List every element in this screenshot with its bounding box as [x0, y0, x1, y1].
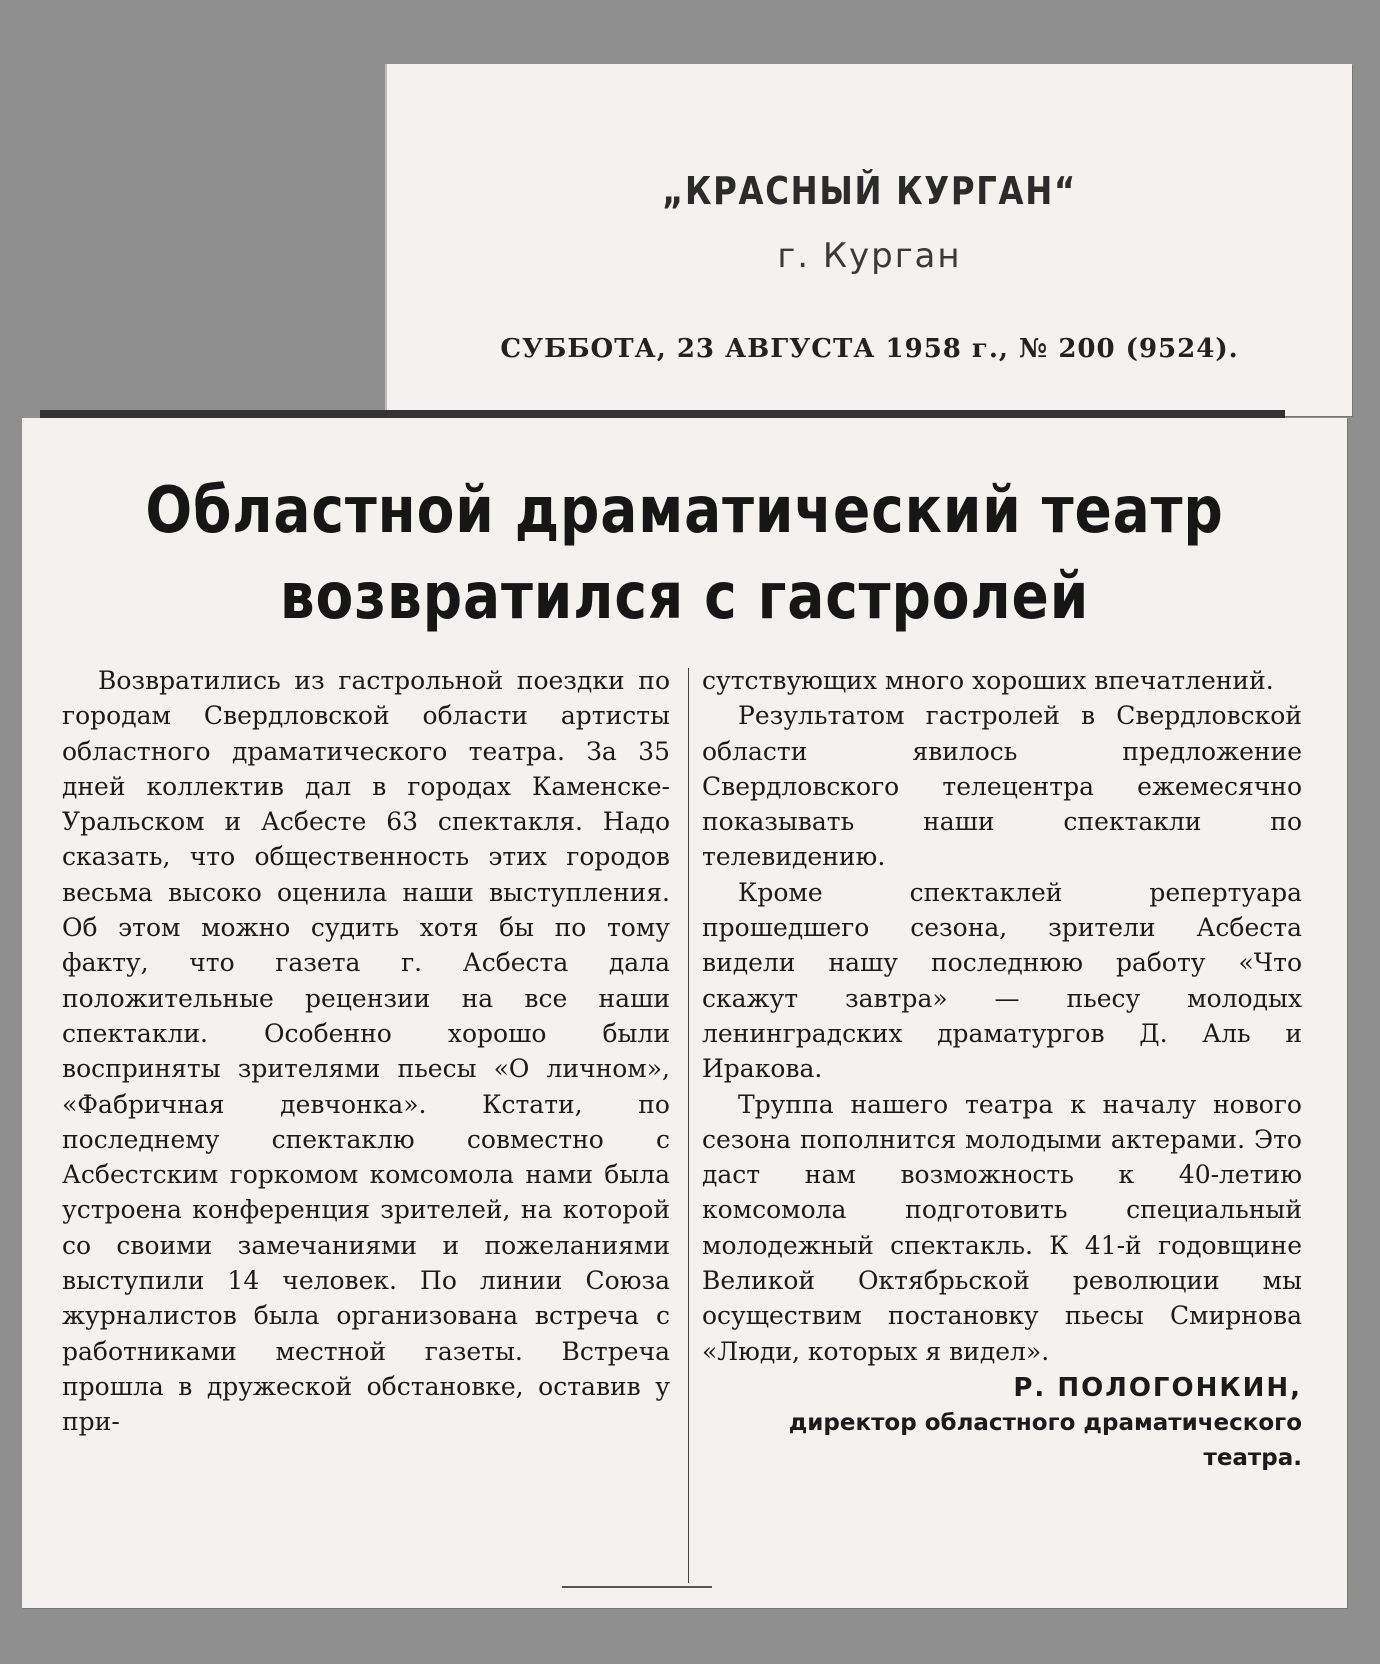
column-divider [688, 668, 689, 1583]
paragraph: Возвратились из гастрольной поездки по городам Свердловской области артисты областного драматического театра. За 35 дней коллектив дал в городах Каменске-Уральском и Асбесте 63 спектакля. Надо сказать, что общественность этих городов весьма высоко оценила наши выступления. Об этом можно судить хотя бы по тому факту, что газета г. Асбеста дала положительные рецензии на все наши спектакли. Особенно хорошо были восприняты зрителями пьесы «О личном», «Фабричная девчонка». Кстати, по последнему спектаклю совместно с Асбестским горкомом комсомола нами была устроена конференция зрителей, на которой со своими замечаниями и пожеланиями выступили 14 человек. По линии Союза журналистов была организована встреча с работниками местной газеты. Встреча прошла в дружеской обстановке, оставив у при- [62, 666, 670, 1437]
paragraph: Результатом гастролей в Свердловской области явилось предложение Свердловского телецентра ежемесячно показывать наши спектакли по телевидению. [702, 701, 1302, 872]
paragraph: Труппа нашего театра к началу нового сезона пополнится молодыми актерами. Это даст нам возможность к 40-летию комсомола подготовить специальный молодежный спектакль. К 41-й годовщине Великой Октябрьской революции мы осуществим постановку пьесы Смирнова «Люди, которых я видел». [702, 1089, 1302, 1366]
headline-line-2: возвратился с гастролей [279, 560, 1090, 634]
paragraph: Кроме спектаклей репертуара прошедшего сезона, зрители Асбеста видели нашу последнюю работу «Что скажут завтра» — пьесу молодых ленинградских драматургов Д. Аль и Иракова. [702, 877, 1302, 1084]
paragraph: сутствующих много хороших впечатлений. [702, 666, 1274, 695]
masthead-clipping [385, 64, 1352, 416]
article-headline [115, 468, 1255, 640]
newspaper-name: „КРАСНЫЙ КУРГАН“ [662, 169, 1077, 213]
newspaper-city: г. Курган [777, 236, 962, 276]
headline-line-1: Областной драматический театр [145, 474, 1224, 548]
author-title: директор областного драматического театра. [788, 1410, 1302, 1472]
author-signature: Р. ПОЛОГОНКИН, [1013, 1372, 1302, 1403]
issue-date-line: СУББОТА, 23 АВГУСТА 1958 г., № 200 (9524). [500, 334, 1239, 364]
article-column-right [702, 663, 1302, 1476]
article-clipping [22, 418, 1347, 1608]
footer-rule [562, 1586, 712, 1588]
article-column-left [62, 663, 670, 1440]
